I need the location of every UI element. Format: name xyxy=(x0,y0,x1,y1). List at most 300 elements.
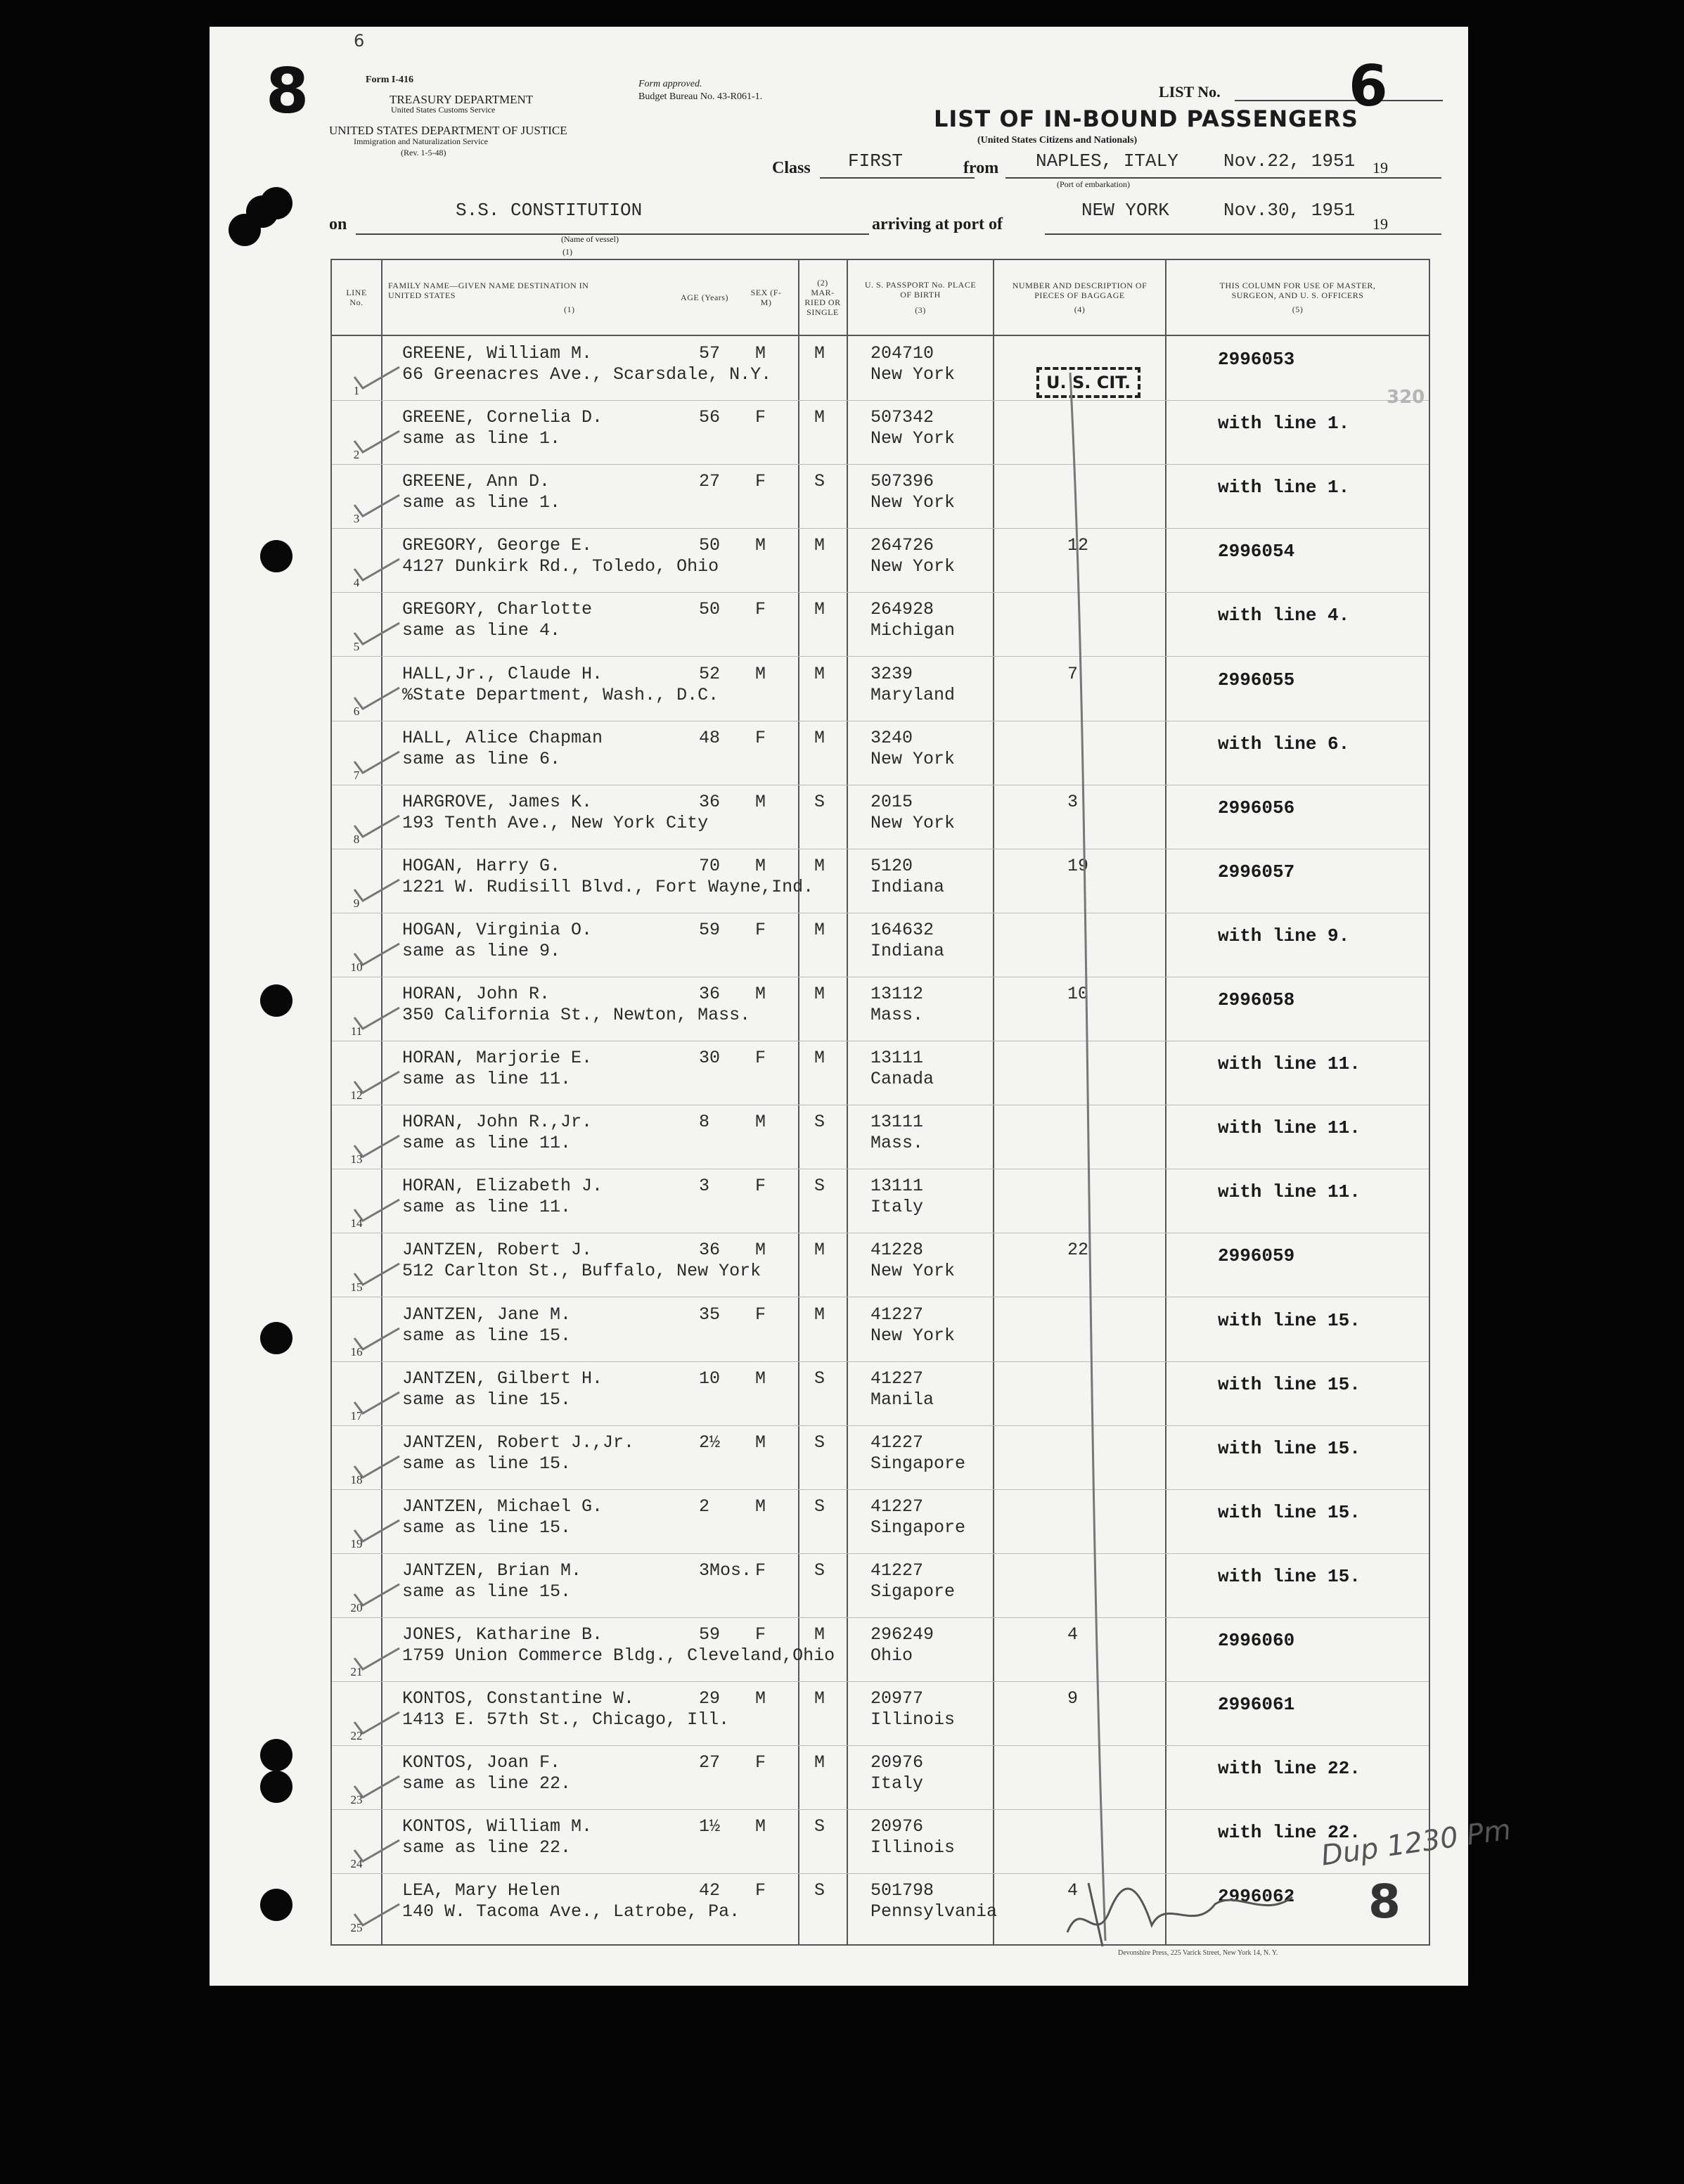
age: 59 xyxy=(699,1624,721,1645)
passport-number: 13111 xyxy=(870,1176,924,1197)
age: 52 xyxy=(699,663,721,684)
marital-status: S xyxy=(814,1816,825,1837)
place-of-birth: Michigan xyxy=(870,620,956,641)
sex: M xyxy=(755,984,766,1004)
table-row xyxy=(332,400,1429,465)
officer-remark: with line 6. xyxy=(1218,733,1350,754)
marital-status: M xyxy=(814,1048,825,1069)
marital-status: S xyxy=(814,1880,825,1901)
line-number: 13 xyxy=(350,1152,363,1167)
marital-status: M xyxy=(814,343,825,364)
line-number: 18 xyxy=(350,1472,363,1486)
revision-date: (Rev. 1-5-48) xyxy=(401,148,446,158)
baggage-pencil-line xyxy=(1063,366,1119,1955)
marital-status: M xyxy=(814,663,825,684)
pencil-check-mark xyxy=(353,620,402,647)
passport-number: 507342 xyxy=(870,407,934,428)
age: 2 xyxy=(699,1496,710,1517)
age: 48 xyxy=(699,727,721,748)
marital-status: M xyxy=(814,407,825,428)
marital-status: M xyxy=(814,1304,825,1325)
punch-hole xyxy=(260,984,293,1017)
destination: same as line 22. xyxy=(402,1837,572,1858)
passenger-name: HORAN, John R. xyxy=(402,984,551,1004)
age: 56 xyxy=(699,407,721,428)
place-of-birth: Singapore xyxy=(870,1453,966,1474)
pencil-check-mark xyxy=(353,1645,402,1672)
sex: F xyxy=(755,727,766,748)
us-citizen-stamp: U. S. CIT. xyxy=(1036,367,1140,398)
punch-hole xyxy=(260,187,293,219)
passport-number: 13112 xyxy=(870,984,924,1004)
list-number-label: LIST No. xyxy=(1159,83,1221,101)
passenger-name: JANTZEN, Michael G. xyxy=(402,1496,603,1517)
table-row xyxy=(332,1553,1429,1618)
age: 50 xyxy=(699,535,721,556)
marital-status: M xyxy=(814,1240,825,1261)
passenger-name: GREGORY, George E. xyxy=(402,535,593,556)
from-line xyxy=(1005,177,1441,179)
line-number: 17 xyxy=(350,1408,363,1422)
officer-remark: with line 11. xyxy=(1218,1181,1361,1203)
officer-remark: with line 15. xyxy=(1218,1309,1361,1331)
passport-number: 41227 xyxy=(870,1304,924,1325)
column-header-officers: THIS COLUMN FOR USE OF MASTER, SURGEON, AND U. S. OFFICERS (5) xyxy=(1219,281,1376,314)
table-row xyxy=(332,657,1429,721)
baggage-count: 4 xyxy=(1067,1624,1079,1645)
destination: 66 Greenacres Ave., Scarsdale, N.Y. xyxy=(402,364,772,385)
marital-status: M xyxy=(814,984,825,1004)
sex: M xyxy=(755,1816,766,1837)
sex: F xyxy=(755,407,766,428)
line-number: 6 xyxy=(353,704,360,718)
destination: same as line 22. xyxy=(402,1773,572,1794)
line-number: 16 xyxy=(350,1344,363,1358)
sex: M xyxy=(755,1496,766,1517)
officer-remark: with line 1. xyxy=(1218,477,1350,499)
printer-imprint: Devonshire Press, 225 Varick Street, New York 14, N. Y. xyxy=(1118,1949,1278,1957)
passport-number: 264726 xyxy=(870,535,934,556)
passenger-manifest-page xyxy=(210,27,1513,1986)
marital-status: S xyxy=(814,1496,825,1517)
place-of-birth: Ohio xyxy=(870,1645,913,1666)
officer-remark: with line 11. xyxy=(1218,1117,1361,1139)
officer-remark: 2996061 xyxy=(1218,1694,1295,1716)
marital-status: S xyxy=(814,1112,825,1133)
passenger-name: JANTZEN, Robert J. xyxy=(402,1240,593,1261)
pencil-check-mark xyxy=(353,1581,402,1608)
place-of-birth: New York xyxy=(870,812,956,833)
line-number: 5 xyxy=(353,640,360,654)
sex: F xyxy=(755,1048,766,1069)
table-row xyxy=(332,1361,1429,1426)
baggage-count: 4 xyxy=(1067,1880,1079,1901)
arrival-date: Nov.30, 1951 xyxy=(1223,200,1356,221)
budget-bureau: Budget Bureau No. 43-R061-1. xyxy=(638,91,763,102)
passport-number: 264928 xyxy=(870,599,934,620)
sex: F xyxy=(755,471,766,492)
vessel-name: S.S. CONSTITUTION xyxy=(456,200,643,221)
marital-status: M xyxy=(814,919,825,940)
line-number: 24 xyxy=(350,1857,363,1871)
line-number: 9 xyxy=(353,896,360,910)
line-number: 21 xyxy=(350,1665,363,1678)
age: 3 xyxy=(699,1176,710,1197)
line-number: 22 xyxy=(350,1729,363,1743)
baggage-count: 7 xyxy=(1067,663,1079,684)
class-value: FIRST xyxy=(848,150,904,172)
place-of-birth: Illinois xyxy=(870,1709,956,1730)
port-embarkation-note: (Port of embarkation) xyxy=(1057,179,1130,189)
place-of-birth: Maryland xyxy=(870,684,956,705)
sex: M xyxy=(755,1112,766,1133)
place-of-birth: Illinois xyxy=(870,1837,956,1858)
age: 2½ xyxy=(699,1432,721,1453)
punch-hole xyxy=(260,1889,293,1921)
marital-status: M xyxy=(814,1624,825,1645)
marital-status: S xyxy=(814,1560,825,1581)
pencil-check-mark xyxy=(353,813,402,840)
destination: same as line 15. xyxy=(402,1517,572,1538)
line-number: 11 xyxy=(350,1024,363,1038)
pencil-check-mark xyxy=(353,1453,402,1480)
officer-remark: with line 15. xyxy=(1218,1501,1361,1523)
officer-remark: 2996058 xyxy=(1218,989,1295,1010)
age: 29 xyxy=(699,1688,721,1709)
sex: M xyxy=(755,1240,766,1261)
vessel-column-number: (1) xyxy=(563,247,572,257)
line-number: 1 xyxy=(353,384,360,397)
marital-status: M xyxy=(814,535,825,556)
pencil-check-mark xyxy=(353,877,402,904)
stamp-number-faint: 320 xyxy=(1387,387,1425,408)
customs-service: United States Customs Service xyxy=(391,105,496,115)
line-number: 23 xyxy=(350,1793,363,1807)
destination: same as line 11. xyxy=(402,1197,572,1218)
baggage-count: 12 xyxy=(1067,535,1089,556)
column-header-line: LINE No. xyxy=(346,288,367,307)
passport-number: 164632 xyxy=(870,919,934,940)
passenger-name: JANTZEN, Robert J.,Jr. xyxy=(402,1432,635,1453)
passport-number: 20976 xyxy=(870,1816,924,1837)
sex: F xyxy=(755,1176,766,1197)
officer-remark: with line 15. xyxy=(1218,1373,1361,1395)
passport-number: 5120 xyxy=(870,855,913,876)
destination: 512 Carlton St., Buffalo, New York xyxy=(402,1261,761,1282)
table-row xyxy=(332,1233,1429,1297)
pencil-check-mark xyxy=(353,1389,402,1416)
destination: same as line 15. xyxy=(402,1389,572,1410)
passenger-name: KONTOS, Constantine W. xyxy=(402,1688,635,1709)
destination: same as line 15. xyxy=(402,1581,572,1602)
sex: F xyxy=(755,1880,766,1901)
destination: same as line 1. xyxy=(402,492,561,513)
destination: same as line 1. xyxy=(402,428,561,449)
passport-number: 2015 xyxy=(870,791,913,812)
destination: same as line 9. xyxy=(402,940,561,961)
sex: M xyxy=(755,1688,766,1709)
pencil-check-mark xyxy=(353,1133,402,1160)
passenger-name: HALL, Alice Chapman xyxy=(402,727,603,748)
sex: F xyxy=(755,1304,766,1325)
destination: 140 W. Tacoma Ave., Latrobe, Pa. xyxy=(402,1901,740,1922)
punch-hole xyxy=(260,1771,293,1803)
punch-hole xyxy=(260,1739,293,1771)
passport-number: 20976 xyxy=(870,1752,924,1773)
place-of-birth: Mass. xyxy=(870,1005,924,1025)
pencil-check-mark xyxy=(353,685,402,712)
officer-remark: with line 15. xyxy=(1218,1437,1361,1459)
arriving-label: arriving at port of xyxy=(872,215,1003,233)
place-of-birth: Mass. xyxy=(870,1133,924,1154)
place-of-birth: Manila xyxy=(870,1389,934,1410)
officer-remark: 2996062 xyxy=(1218,1886,1295,1908)
table-row xyxy=(332,1105,1429,1169)
passport-number: 501798 xyxy=(870,1880,934,1901)
line-number: 19 xyxy=(350,1536,363,1550)
table-row xyxy=(332,1169,1429,1233)
pencil-check-mark xyxy=(353,1837,402,1864)
pencil-check-mark xyxy=(353,492,402,519)
pencil-check-mark xyxy=(353,1773,402,1800)
on-label: on xyxy=(329,215,347,233)
passport-number: 41227 xyxy=(870,1368,924,1389)
marital-status: M xyxy=(814,1752,825,1773)
table-row xyxy=(332,1425,1429,1490)
table-row xyxy=(332,464,1429,529)
from-label: from xyxy=(963,159,999,177)
place-of-birth: Italy xyxy=(870,1773,924,1794)
line-number: 25 xyxy=(350,1921,363,1935)
marital-status: S xyxy=(814,1176,825,1197)
sex: M xyxy=(755,343,766,364)
baggage-count: 3 xyxy=(1067,791,1079,812)
destination: same as line 4. xyxy=(402,620,561,641)
passenger-name: HARGROVE, James K. xyxy=(402,791,593,812)
table-row xyxy=(332,528,1429,593)
class-label: Class xyxy=(772,159,811,177)
age: 50 xyxy=(699,599,721,620)
passport-number: 41228 xyxy=(870,1240,924,1261)
document-subtitle: (United States Citizens and Nationals) xyxy=(977,135,1138,146)
column-header-passport: U. S. PASSPORT No. PLACE OF BIRTH (3) xyxy=(864,280,977,315)
passenger-name: HORAN, Elizabeth J. xyxy=(402,1176,603,1197)
sex: M xyxy=(755,535,766,556)
handwritten-note: Dup 1230 Pm xyxy=(1319,1813,1513,1873)
destination: same as line 11. xyxy=(402,1069,572,1090)
punch-hole xyxy=(260,1322,293,1354)
age: 1½ xyxy=(699,1816,721,1837)
stamp-number-left: 8 xyxy=(266,55,309,127)
class-line xyxy=(820,177,975,179)
destination: 4127 Dunkirk Rd., Toledo, Ohio xyxy=(402,556,719,577)
pencil-check-mark xyxy=(353,1005,402,1032)
sex: M xyxy=(755,1368,766,1389)
arrival-port: NEW YORK xyxy=(1081,200,1169,221)
officer-remark: with line 9. xyxy=(1218,925,1350,946)
passport-number: 3239 xyxy=(870,663,913,684)
place-of-birth: Canada xyxy=(870,1069,934,1090)
passenger-name: JANTZEN, Brian M. xyxy=(402,1560,582,1581)
passport-number: 13111 xyxy=(870,1112,924,1133)
table-row xyxy=(332,721,1429,785)
passenger-name: GREENE, William M. xyxy=(402,343,593,364)
column-header-age: AGE (Years) xyxy=(681,293,728,302)
marital-status: M xyxy=(814,727,825,748)
line-number: 10 xyxy=(350,960,363,974)
officer-remark: 2996055 xyxy=(1218,669,1295,690)
passenger-table xyxy=(330,259,1430,1946)
passenger-name: HALL,Jr., Claude H. xyxy=(402,663,603,684)
baggage-count: 10 xyxy=(1067,984,1089,1004)
line-number: 4 xyxy=(353,576,360,590)
officer-remark: 2996057 xyxy=(1218,861,1295,882)
officer-remark: with line 4. xyxy=(1218,605,1350,627)
officer-remark: 2996053 xyxy=(1218,349,1295,370)
baggage-count: 22 xyxy=(1067,1240,1089,1261)
column-header-name: FAMILY NAME—GIVEN NAME DESTINATION IN UNITED STATES (1) xyxy=(388,281,589,314)
passenger-name: KONTOS, William M. xyxy=(402,1816,593,1837)
line-number: 3 xyxy=(353,512,360,526)
place-of-birth: New York xyxy=(870,556,956,577)
sex: M xyxy=(755,855,766,876)
passenger-name: GREENE, Cornelia D. xyxy=(402,407,603,428)
sex: F xyxy=(755,919,766,940)
table-row xyxy=(332,1489,1429,1554)
age: 3Mos. xyxy=(699,1560,752,1581)
destination: 1413 E. 57th St., Chicago, Ill. xyxy=(402,1709,730,1730)
marital-status: S xyxy=(814,471,825,492)
passenger-name: GREGORY, Charlotte xyxy=(402,599,593,620)
marital-status: M xyxy=(814,599,825,620)
place-of-birth: New York xyxy=(870,1325,956,1346)
place-of-birth: Singapore xyxy=(870,1517,966,1538)
passport-number: 507396 xyxy=(870,471,934,492)
officer-remark: with line 22. xyxy=(1218,1758,1361,1780)
officer-remark: with line 22. xyxy=(1218,1822,1361,1844)
sex: M xyxy=(755,663,766,684)
line-number: 14 xyxy=(350,1216,363,1231)
table-row xyxy=(332,1809,1429,1874)
place-of-birth: New York xyxy=(870,364,956,385)
table-row xyxy=(332,592,1429,657)
passenger-name: JANTZEN, Gilbert H. xyxy=(402,1368,603,1389)
sex: F xyxy=(755,1752,766,1773)
marital-status: S xyxy=(814,791,825,812)
column-header-sex: SEX (F-M) xyxy=(750,288,782,307)
table-row xyxy=(332,913,1429,977)
passport-number: 41227 xyxy=(870,1432,924,1453)
age: 59 xyxy=(699,919,721,940)
table-row xyxy=(332,1297,1429,1362)
column-header-married: (2) MAR-RIED OR SINGLE xyxy=(804,278,841,317)
passenger-name: HOGAN, Harry G. xyxy=(402,855,561,876)
pencil-check-mark xyxy=(353,941,402,968)
place-of-birth: New York xyxy=(870,748,956,769)
place-of-birth: Indiana xyxy=(870,876,945,897)
sex: M xyxy=(755,791,766,812)
destination: 1759 Union Commerce Bldg., Cleveland,Ohio xyxy=(402,1645,835,1666)
age: 8 xyxy=(699,1112,710,1133)
pencil-check-mark xyxy=(353,556,402,583)
officer-remark: with line 15. xyxy=(1218,1565,1361,1587)
passport-number: 13111 xyxy=(870,1048,924,1069)
line-number: 2 xyxy=(353,448,360,462)
place-of-birth: New York xyxy=(870,492,956,513)
marital-status: S xyxy=(814,1432,825,1453)
place-of-birth: Sigapore xyxy=(870,1581,956,1602)
line-number: 8 xyxy=(353,832,360,846)
passenger-name: HOGAN, Virginia O. xyxy=(402,919,593,940)
table-row xyxy=(332,1617,1429,1682)
passenger-name: LEA, Mary Helen xyxy=(402,1880,561,1901)
passport-number: 204710 xyxy=(870,343,934,364)
destination: 350 California St., Newton, Mass. xyxy=(402,1005,751,1025)
passenger-name: KONTOS, Joan F. xyxy=(402,1752,561,1773)
marital-status: M xyxy=(814,855,825,876)
table-row xyxy=(332,1041,1429,1105)
passenger-name: JONES, Katharine B. xyxy=(402,1624,603,1645)
place-of-birth: Pennsylvania xyxy=(870,1901,998,1922)
immigration-service: Immigration and Naturalization Service xyxy=(354,136,488,146)
age: 35 xyxy=(699,1304,721,1325)
pencil-check-mark xyxy=(353,1709,402,1736)
pencil-check-mark xyxy=(353,1901,402,1928)
age: 30 xyxy=(699,1048,721,1069)
passport-number: 296249 xyxy=(870,1624,934,1645)
destination: same as line 11. xyxy=(402,1133,572,1154)
bottom-stamp-number: 8 xyxy=(1368,1875,1401,1929)
corner-pencil-mark: 6 xyxy=(354,31,365,51)
destination: same as line 6. xyxy=(402,748,561,769)
line-number: 15 xyxy=(350,1280,363,1295)
table-row xyxy=(332,1745,1429,1810)
table-row xyxy=(332,849,1429,913)
table-row xyxy=(332,336,1429,401)
document-title: LIST OF IN-BOUND PASSENGERS xyxy=(934,105,1358,132)
passenger-name: JANTZEN, Jane M. xyxy=(402,1304,572,1325)
pencil-check-mark xyxy=(353,1069,402,1096)
age: 10 xyxy=(699,1368,721,1389)
passenger-name: GREENE, Ann D. xyxy=(402,471,551,492)
table-row xyxy=(332,785,1429,849)
sex: F xyxy=(755,1624,766,1645)
destination: 1221 W. Rudisill Blvd., Fort Wayne,Ind. xyxy=(402,876,814,897)
officer-remark: with line 11. xyxy=(1218,1053,1361,1075)
justice-department: UNITED STATES DEPARTMENT OF JUSTICE xyxy=(329,124,567,137)
pencil-check-mark xyxy=(353,749,402,776)
port-of-embarkation: NAPLES, ITALY xyxy=(1036,150,1178,172)
table-body xyxy=(332,336,1429,1944)
line-number: 12 xyxy=(350,1088,363,1103)
pencil-check-mark xyxy=(353,428,402,455)
place-of-birth: New York xyxy=(870,428,956,449)
destination: 193 Tenth Ave., New York City xyxy=(402,812,709,833)
pencil-check-mark xyxy=(353,1517,402,1544)
place-of-birth: Indiana xyxy=(870,940,945,961)
form-approved: Form approved. xyxy=(638,79,702,89)
destination: %State Department, Wash., D.C. xyxy=(402,684,719,705)
sex: F xyxy=(755,599,766,620)
officer-remark: 2996054 xyxy=(1218,541,1295,563)
passport-number: 3240 xyxy=(870,727,913,748)
list-number-value: 6 xyxy=(1349,53,1388,119)
treasury-department: TREASURY DEPARTMENT xyxy=(390,93,534,106)
pencil-check-mark xyxy=(353,1197,402,1223)
age: 27 xyxy=(699,471,721,492)
passenger-name: HORAN, Marjorie E. xyxy=(402,1048,593,1069)
handwritten-signature xyxy=(1053,1869,1306,1953)
